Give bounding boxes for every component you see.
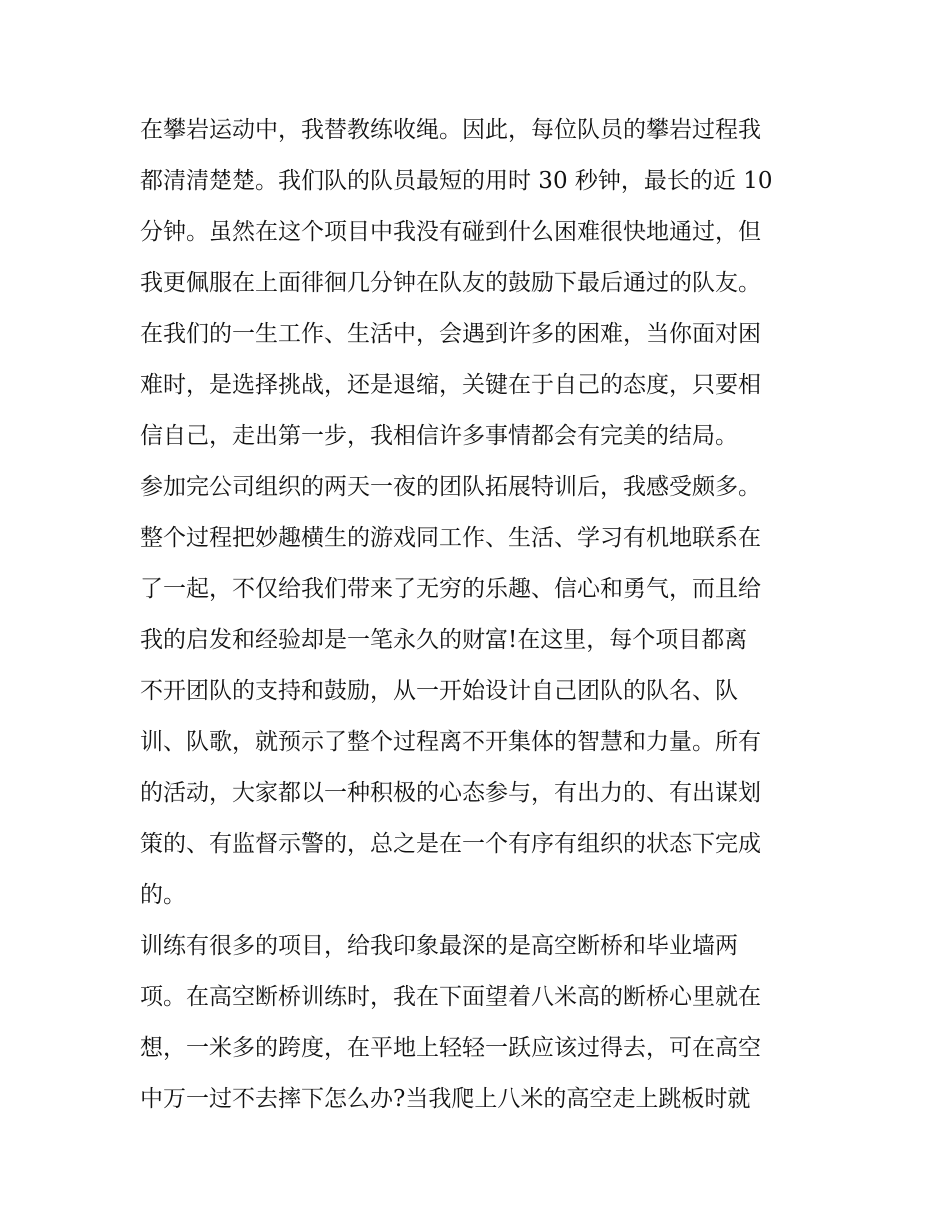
text-line: 不开团队的支持和鼓励，从一开始设计自己团队的队名、队: [140, 678, 738, 704]
text-line: 我更佩服在上面徘徊几分钟在队友的鼓励下最后通过的队友。: [140, 270, 761, 296]
text-line: 分钟。虽然在这个项目中我没有碰到什么困难很快地通过，但: [140, 219, 761, 245]
text-line: 在我们的一生工作、生活中，会遇到许多的困难，当你面对困: [140, 321, 761, 347]
text-line: 了一起，不仅给我们带来了无穷的乐趣、信心和勇气，而且给: [140, 576, 761, 602]
text-line: 训练有很多的项目，给我印象最深的是高空断桥和毕业墙两: [140, 933, 738, 959]
body-text: [140, 105, 820, 1125]
text-line: 中万一过不去摔下怎么办?当我爬上八米的高空走上跳板时就: [140, 1086, 751, 1112]
text-line: 的活动，大家都以一种积极的心态参与，有出力的、有出谋划: [140, 780, 761, 806]
text-line: 训、队歌，就预示了整个过程离不开集体的智慧和力量。所有: [140, 729, 761, 755]
text-line: 策的、有监督示警的，总之是在一个有序有组织的状态下完成: [140, 831, 761, 857]
text-line: 都清清楚楚。我们队的队员最短的用时 30 秒钟，最长的近 10: [140, 168, 773, 194]
text-line: 参加完公司组织的两天一夜的团队拓展特训后，我感受颇多。: [140, 474, 761, 500]
text-line: 想，一米多的跨度，在平地上轻轻一跃应该过得去，可在高空: [140, 1035, 761, 1061]
text-line: 难时，是选择挑战，还是退缩，关键在于自己的态度，只要相: [140, 372, 761, 398]
text-line: 在攀岩运动中，我替教练收绳。因此，每位队员的攀岩过程我: [140, 117, 761, 143]
text-line: 信自己，走出第一步，我相信许多事情都会有完美的结局。: [140, 423, 738, 449]
text-line: 项。在高空断桥训练时，我在下面望着八米高的断桥心里就在: [140, 984, 761, 1010]
text-line: 整个过程把妙趣横生的游戏同工作、生活、学习有机地联系在: [140, 525, 761, 551]
text-line: 我的启发和经验却是一笔永久的财富!在这里，每个项目都离: [140, 627, 748, 653]
text-line: 的。: [140, 882, 186, 908]
